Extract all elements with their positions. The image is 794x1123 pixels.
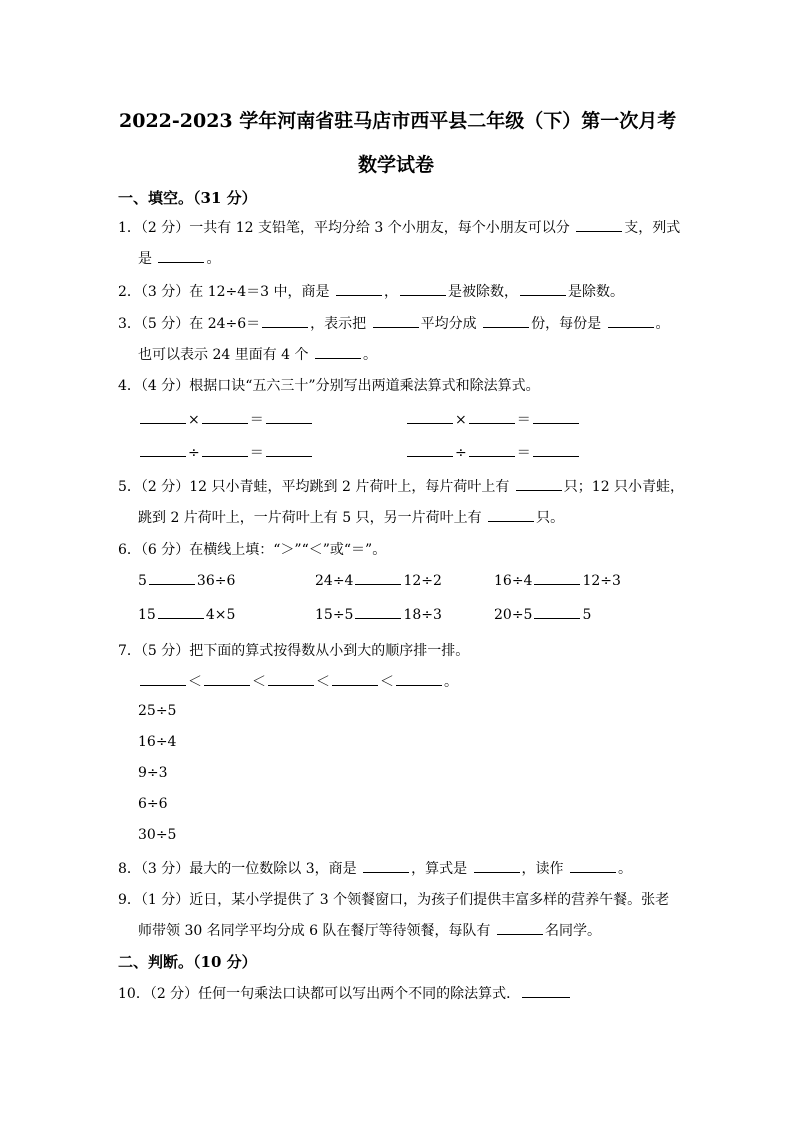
answer-blank[interactable] <box>149 572 195 585</box>
answer-blank[interactable] <box>158 250 204 263</box>
answer-blank[interactable] <box>140 673 186 686</box>
answer-blank[interactable] <box>140 444 186 457</box>
answer-blank[interactable] <box>355 572 401 585</box>
question-text: 10．（2 分）任何一句乘法口诀都可以写出两个不同的除法算式． <box>118 986 521 1002</box>
question-text: 2．（3 分）在 12÷4＝3 中，商是 <box>118 284 330 300</box>
answer-blank[interactable] <box>266 444 312 457</box>
section-heading-judge: 二、判断。（10 分） <box>118 953 257 971</box>
answer-blank[interactable] <box>570 860 616 873</box>
question-text: 。 <box>655 316 670 332</box>
question-text: 是被除数， <box>447 284 518 300</box>
q4-div-row-right <box>405 442 581 462</box>
question-5-line2 <box>138 507 564 527</box>
q4-mult-row-right <box>405 409 581 429</box>
q6-compare-2 <box>315 572 442 589</box>
question-text: 是除数。 <box>567 284 624 300</box>
answer-blank[interactable] <box>474 860 520 873</box>
answer-blank[interactable] <box>158 606 204 619</box>
q7-expression: 6÷6 <box>138 796 168 812</box>
q7-order-row <box>138 671 458 691</box>
divide-sign: ÷ <box>188 445 200 461</box>
less-than-sign: ＜ <box>252 674 266 690</box>
question-6: 6．（6 分）在横线上填：“＞”“＜”或“＝”。 <box>118 542 387 558</box>
question-text: 5．（2 分）12 只小青蛙，平均跳到 2 片荷叶上，每片荷叶上有 <box>118 479 510 495</box>
divide-sign: ÷ <box>455 445 467 461</box>
doc-title-line1: 2022-2023 学年河南省驻马店市西平县二年级（下）第一次月考 <box>119 110 677 132</box>
doc-title-line2: 数学试卷 <box>358 154 435 176</box>
times-sign: × <box>188 412 200 428</box>
answer-blank[interactable] <box>516 478 562 491</box>
answer-blank[interactable] <box>355 606 401 619</box>
times-sign: × <box>455 412 467 428</box>
question-text: 名同学。 <box>544 923 601 939</box>
less-than-sign: ＜ <box>188 674 202 690</box>
question-7: 7．（5 分）把下面的算式按得数从小到大的顺序排一排。 <box>118 643 470 659</box>
question-text: 3．（5 分）在 24÷6＝ <box>118 316 261 332</box>
question-text: ，读作 <box>521 861 564 877</box>
q7-expression: 30÷5 <box>138 827 177 843</box>
question-text: 也可以表示 24 里面有 4 个 <box>138 347 309 363</box>
answer-blank[interactable] <box>488 509 534 522</box>
compare-left: 5 <box>138 573 147 589</box>
question-text: 。 <box>617 861 632 877</box>
question-text: 支，列式 <box>624 220 681 236</box>
question-1-line2 <box>138 248 220 268</box>
answer-blank[interactable] <box>400 283 446 296</box>
answer-blank[interactable] <box>534 572 580 585</box>
question-2 <box>118 281 624 301</box>
answer-blank[interactable] <box>407 411 453 424</box>
answer-blank[interactable] <box>266 411 312 424</box>
question-1-line1 <box>118 217 680 237</box>
question-text: 只。 <box>536 510 565 526</box>
compare-right: 12÷3 <box>582 573 621 589</box>
answer-blank[interactable] <box>522 985 570 998</box>
answer-blank[interactable] <box>363 860 409 873</box>
q7-expression: 16÷4 <box>138 734 177 750</box>
answer-blank[interactable] <box>576 219 622 232</box>
q6-compare-5 <box>315 606 442 623</box>
compare-left: 16÷4 <box>494 573 533 589</box>
question-text: 师带领 30 名同学平均分成 6 队在餐厅等待领餐，每队有 <box>138 923 491 939</box>
question-text: 8．（3 分）最大的一位数除以 3，商是 <box>118 861 357 877</box>
question-text: 是 <box>138 251 152 267</box>
equals-sign: ＝ <box>249 412 264 428</box>
question-9-line2 <box>138 920 601 940</box>
answer-blank[interactable] <box>315 346 361 359</box>
answer-blank[interactable] <box>533 444 579 457</box>
answer-blank[interactable] <box>497 922 543 935</box>
question-5-line1 <box>118 476 684 496</box>
answer-blank[interactable] <box>608 315 654 328</box>
answer-blank[interactable] <box>140 411 186 424</box>
answer-blank[interactable] <box>373 315 419 328</box>
question-text: ，表示把 <box>310 316 367 332</box>
compare-right: 18÷3 <box>403 607 442 623</box>
question-3-line2 <box>138 344 377 364</box>
answer-blank[interactable] <box>520 283 566 296</box>
q6-compare-4 <box>138 606 235 623</box>
q6-compare-1 <box>138 572 235 589</box>
answer-blank[interactable] <box>533 411 579 424</box>
less-than-sign: ＜ <box>380 674 394 690</box>
answer-blank[interactable] <box>483 315 529 328</box>
question-9-line1: 9．（1 分）近日，某小学提供了 3 个领餐窗口，为孩子们提供丰富多样的营养午餐。张老 <box>118 892 670 908</box>
answer-blank[interactable] <box>469 411 515 424</box>
answer-blank[interactable] <box>262 315 308 328</box>
q4-mult-row-left <box>138 409 314 429</box>
answer-blank[interactable] <box>202 444 248 457</box>
question-text: 份，每份是 <box>531 316 602 332</box>
question-text: 平均分成 <box>420 316 477 332</box>
compare-right: 12÷2 <box>403 573 442 589</box>
answer-blank[interactable] <box>202 411 248 424</box>
q6-compare-3 <box>494 572 621 589</box>
compare-right: 36÷6 <box>196 573 236 589</box>
answer-blank[interactable] <box>534 606 580 619</box>
answer-blank[interactable] <box>396 673 442 686</box>
q7-expression: 9÷3 <box>138 765 168 781</box>
question-text: 跳到 2 片荷叶上，一片荷叶上有 5 只，另一片荷叶上有 <box>138 510 482 526</box>
compare-left: 24÷4 <box>315 573 354 589</box>
question-4: 4．（4 分）根据口诀“五六三十”分别写出两道乘法算式和除法算式。 <box>118 378 540 394</box>
q4-div-row-left <box>138 442 314 462</box>
question-text: ，算式是 <box>411 861 468 877</box>
equals-sign: ＝ <box>516 412 531 428</box>
q7-expression: 25÷5 <box>138 703 177 719</box>
answer-blank[interactable] <box>268 673 314 686</box>
compare-left: 15÷5 <box>315 607 354 623</box>
equals-sign: ＝ <box>516 445 531 461</box>
compare-left: 20÷5 <box>494 607 533 623</box>
answer-blank[interactable] <box>204 673 250 686</box>
answer-blank[interactable] <box>469 444 515 457</box>
answer-blank[interactable] <box>407 444 453 457</box>
less-than-sign: ＜ <box>316 674 330 690</box>
answer-blank[interactable] <box>336 283 382 296</box>
answer-blank[interactable] <box>332 673 378 686</box>
question-10 <box>118 983 572 1003</box>
question-3-line1 <box>118 313 670 333</box>
compare-right: 4×5 <box>205 607 236 623</box>
period: 。 <box>444 674 458 690</box>
question-text: 1．（2 分）一共有 12 支铅笔，平均分给 3 个小朋友，每个小朋友可以分 <box>118 220 570 236</box>
question-text: 只；12 只小青蛙， <box>563 479 685 495</box>
question-text: 。 <box>206 251 221 267</box>
section-heading-fill: 一、填空。（31 分） <box>118 189 257 207</box>
question-text: 。 <box>362 347 377 363</box>
q6-compare-6 <box>494 606 591 623</box>
question-text: ， <box>383 284 398 300</box>
equals-sign: ＝ <box>249 445 264 461</box>
question-8 <box>118 858 632 878</box>
compare-left: 15 <box>138 607 156 623</box>
compare-right: 5 <box>582 607 592 623</box>
